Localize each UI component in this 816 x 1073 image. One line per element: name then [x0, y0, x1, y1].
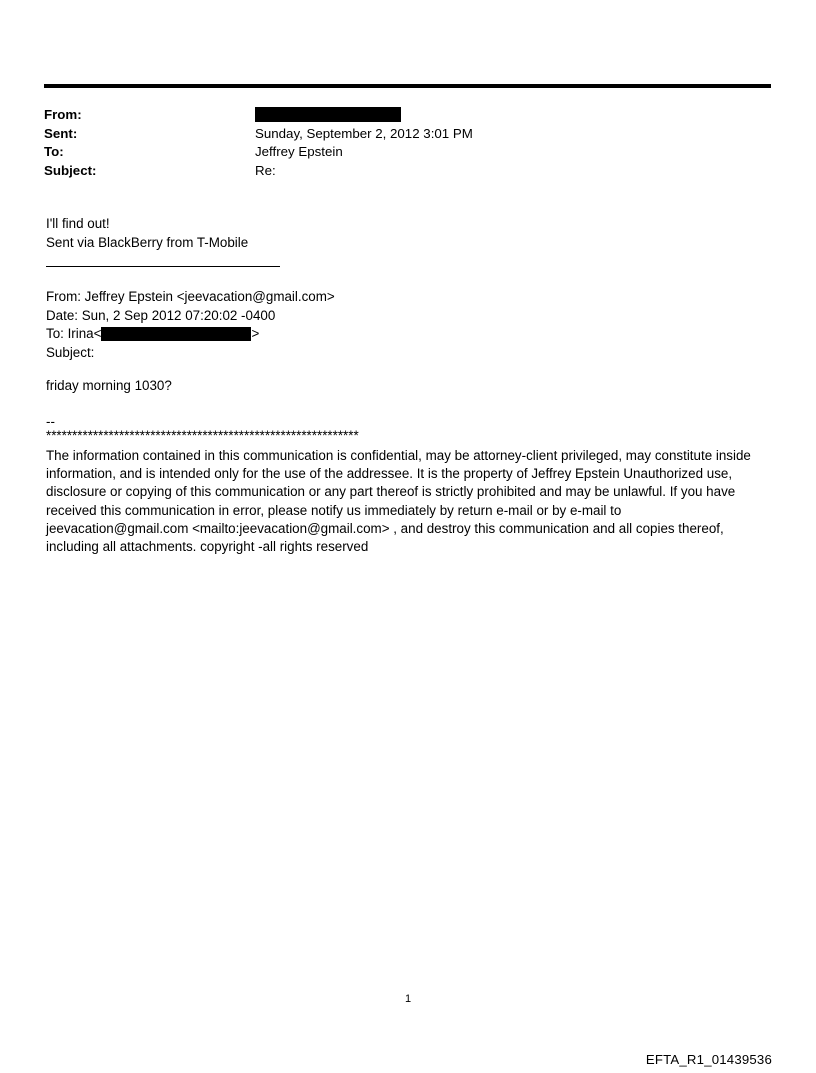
header-value-subject: Re: — [255, 162, 276, 178]
quoted-subject: Subject: — [46, 344, 95, 360]
header-value-to: Jeffrey Epstein — [255, 144, 343, 159]
signature-dashes: -- — [46, 414, 55, 429]
quoted-header — [46, 288, 746, 362]
page-number: 1 — [404, 993, 412, 1005]
quote-separator-line — [46, 266, 280, 267]
redaction-bar-from — [255, 107, 401, 122]
quoted-to-suffix: > — [251, 326, 260, 342]
header-row-from — [44, 106, 771, 125]
bates-number: EFTA_R1_01439536 — [645, 1052, 772, 1067]
quoted-from: From: Jeffrey Epstein <jeevacation@gmail.com> — [46, 289, 335, 304]
header-row-subject — [44, 162, 771, 181]
quoted-date: Date: Sun, 2 Sep 2012 07:20:02 -0400 — [46, 307, 276, 323]
quoted-message: friday morning 1030? — [46, 378, 172, 393]
reply-line-1: I'll find out! — [46, 216, 110, 231]
quoted-to-prefix: To: Irina< — [46, 326, 102, 342]
header-label-sent: Sent: — [44, 125, 78, 141]
email-header — [44, 106, 771, 180]
header-value-from — [255, 106, 771, 125]
redaction-bar-to — [101, 327, 251, 341]
header-row-to — [44, 143, 771, 162]
star-divider: ************************************************************ — [46, 428, 359, 443]
confidentiality-disclaimer: The information contained in this communication is confidential, may be attorney-client privileged, may constitute inside information, and is intended only for the use of the addressee. It is the property of Jeffrey Epstein Unauthorized use, disclosure or copying of this communication or any part thereof is strictly prohibited and may be unlawful. If you have received this communication in error, please notify us immediately by return e-mail or by e-mail to jeevacation@gmail.com <mailto:jeevacation@gmail.com> , and destroy this communication and all copies thereof, including all attachments. copyright -all rights reserved — [46, 448, 751, 555]
header-label-to: To: — [44, 144, 64, 159]
quoted-to — [46, 325, 746, 344]
header-value-sent: Sunday, September 2, 2012 3:01 PM — [255, 125, 473, 141]
reply-line-2: Sent via BlackBerry from T-Mobile — [46, 234, 249, 250]
header-label-subject: Subject: — [44, 162, 97, 178]
header-row-sent — [44, 125, 771, 144]
header-rule — [44, 84, 771, 88]
header-label-from: From: — [44, 107, 82, 122]
reply-text — [46, 215, 746, 252]
